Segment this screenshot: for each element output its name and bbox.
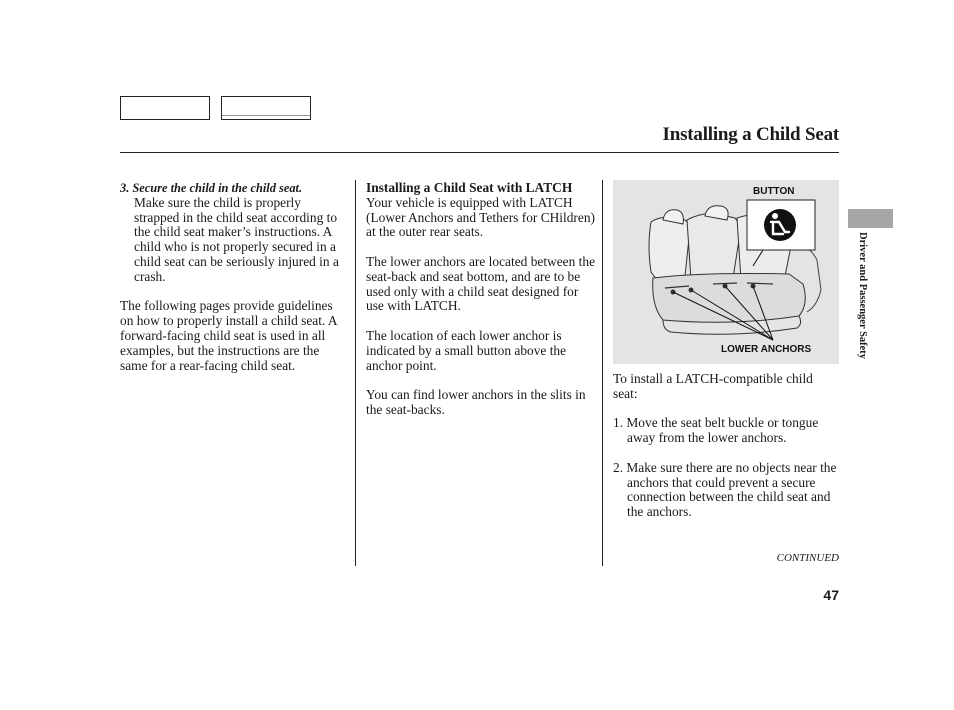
nav-button-main-menu[interactable]	[120, 96, 210, 120]
latch-paragraph-1: Your vehicle is equipped with LATCH (Lower Anchors and Tethers for CHildren) at the outer rear seats.	[366, 194, 595, 240]
install-intro: To install a LATCH-compatible child seat:	[613, 371, 813, 401]
continued-label: CONTINUED	[776, 552, 839, 564]
guidelines-paragraph: The following pages provide guidelines on how to properly install a child seat. A forward-facing child seat is used in all examples, but the instructions are the same for a rear-facing child seat.	[120, 298, 337, 373]
step-3-text: Make sure the child is properly strapped in the child seat according to the child seat maker’s instructions. A child who is not properly secured in a child seat can be seriously injured in a crash.	[134, 194, 339, 284]
child-seat-symbol-icon	[764, 209, 796, 241]
page-number: 47	[823, 587, 839, 603]
nav-button-table-of-contents[interactable]	[221, 96, 311, 120]
column-divider	[602, 180, 603, 566]
figure-label-lower-anchors: LOWER ANCHORS	[721, 344, 812, 355]
column-middle	[366, 181, 596, 433]
section-side-label: Driver and Passenger Safety	[857, 232, 868, 360]
column-divider	[355, 180, 356, 566]
lower-anchors-illustration	[613, 180, 839, 364]
latch-paragraph-3: The location of each lower anchor is indicated by a small button above the anchor point.	[366, 327, 567, 373]
install-step-2: 2. Make sure there are no objects near the anchors that could prevent a secure connection between the child seat and the anchors.	[613, 459, 837, 520]
column-left	[120, 181, 348, 388]
step-3-heading: 3. Secure the child in the child seat.	[120, 181, 303, 195]
latch-paragraph-2: The lower anchors are located between the seat-back and seat bottom, and are to be used only with a child seat designed for use with LATCH.	[366, 253, 596, 314]
latch-section-heading: Installing a Child Seat with LATCH	[366, 180, 573, 195]
title-rule	[120, 152, 839, 153]
rear-seat-drawing	[613, 180, 839, 364]
page-title: Installing a Child Seat	[662, 124, 839, 145]
latch-paragraph-4: You can find lower anchors in the slits in the seat-backs.	[366, 387, 586, 417]
column-right	[613, 372, 839, 535]
install-step-1: 1. Move the seat belt buckle or tongue away from the lower anchors.	[613, 415, 819, 446]
figure-label-button: BUTTON	[753, 186, 795, 197]
section-tab-marker[interactable]	[848, 209, 893, 228]
